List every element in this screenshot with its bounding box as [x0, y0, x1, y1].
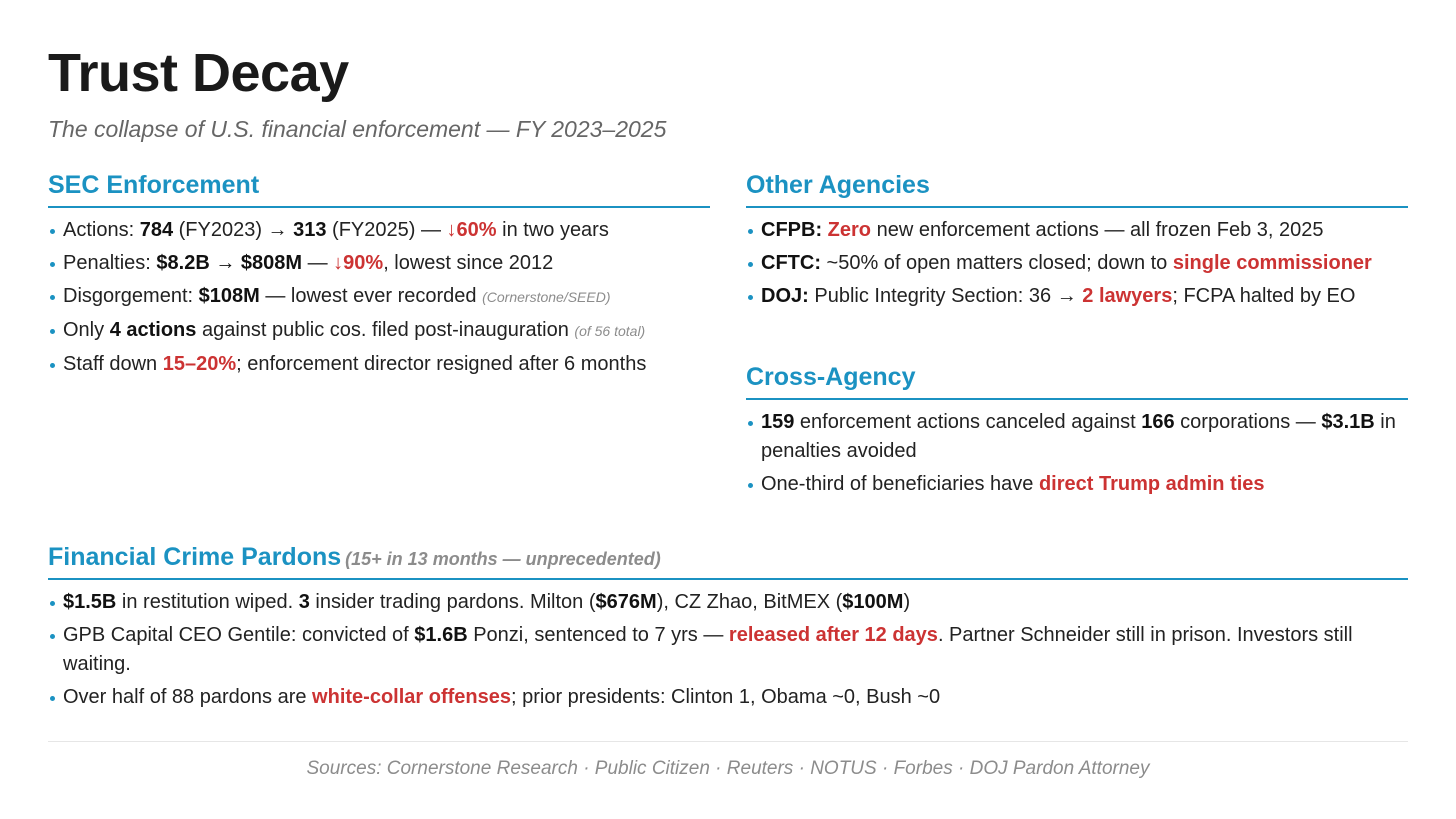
pardons-section — [48, 542, 1408, 716]
list-item: DOJ: Public Integrity Section: 36 → 2 lawyers; FCPA halted by EO — [746, 282, 1408, 311]
list-item: GPB Capital CEO Gentile: convicted of $1.6B Ponzi, sentenced to 7 yrs — released after 12 days. Partner Schneider still in prison. Investors still waiting. — [48, 621, 1408, 679]
list-item: CFTC: ~50% of open matters closed; down to single commissioner — [746, 249, 1408, 278]
list-item: Disgorgement: $108M — lowest ever recorded (Cornerstone/SEED) — [48, 282, 710, 312]
sec-enforcement-list — [48, 216, 710, 379]
page-subtitle: The collapse of U.S. financial enforcement — FY 2023–2025 — [48, 116, 667, 142]
pardons-note: (15+ in 13 months — unprecedented) — [345, 549, 661, 569]
other-agencies-section — [746, 170, 1408, 315]
list-item: $1.5B in restitution wiped. 3 insider trading pardons. Milton ($676M), CZ Zhao, BitMEX ($100M) — [48, 588, 1408, 617]
other-agencies-list — [746, 216, 1408, 311]
list-item: Only 4 actions against public cos. filed post-inauguration (of 56 total) — [48, 316, 710, 346]
list-item: CFPB: Zero new enforcement actions — all frozen Feb 3, 2025 — [746, 216, 1408, 245]
pardons-list — [48, 588, 1408, 712]
page-title: Trust Decay — [48, 43, 349, 103]
cross-agency-list — [746, 408, 1408, 499]
list-item: Penalties: $8.2B → $808M — ↓90%, lowest since 2012 — [48, 249, 710, 278]
footer-divider — [48, 741, 1408, 742]
other-agencies-heading: Other Agencies — [746, 170, 1408, 208]
list-item: Over half of 88 pardons are white-collar offenses; prior presidents: Clinton 1, Obama ~0, Bush ~0 — [48, 683, 1408, 712]
pardons-heading — [48, 542, 1408, 580]
cross-agency-section — [746, 362, 1408, 503]
list-item: 159 enforcement actions canceled against 166 corporations — $3.1B in penalties avoided — [746, 408, 1408, 466]
sec-enforcement-heading: SEC Enforcement — [48, 170, 710, 208]
pardons-title: Financial Crime Pardons — [48, 543, 342, 571]
list-item: Staff down 15–20%; enforcement director resigned after 6 months — [48, 350, 710, 379]
sec-enforcement-section — [48, 170, 710, 383]
cross-agency-heading: Cross-Agency — [746, 362, 1408, 400]
list-item: Actions: 784 (FY2023) → 313 (FY2025) — ↓60% in two years — [48, 216, 710, 245]
sources-footer: Sources: Cornerstone Research · Public Citizen · Reuters · NOTUS · Forbes · DOJ Pardon Attorney — [306, 758, 1150, 779]
list-item: One-third of beneficiaries have direct Trump admin ties — [746, 470, 1408, 499]
